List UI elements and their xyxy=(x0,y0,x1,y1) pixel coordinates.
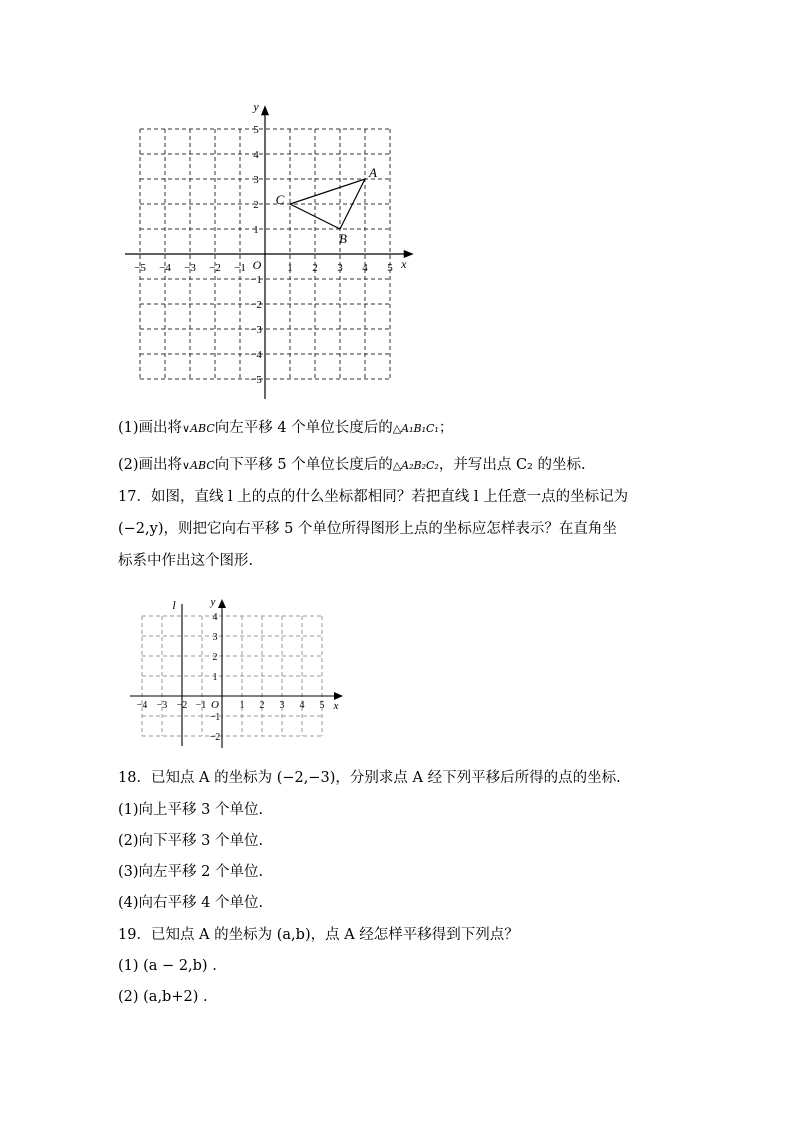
point-label-c: C xyxy=(275,192,285,207)
triangle-symbol: ∨ABC xyxy=(182,459,215,472)
origin-label: O xyxy=(211,699,219,711)
x-tick-label: −2 xyxy=(209,262,221,274)
text: ； xyxy=(438,420,454,436)
q17-line3: 标系中作出这个图形. xyxy=(118,553,254,569)
part-number: (2) xyxy=(118,457,139,473)
y-tick-label: 3 xyxy=(253,174,259,186)
y-tick-label: 1 xyxy=(253,224,259,236)
y-axis-label: y xyxy=(253,99,259,114)
text: 向下平移 5 个单位长度后的 xyxy=(214,457,393,473)
x-tick-label: −1 xyxy=(195,700,207,711)
point-label-a: A xyxy=(369,165,377,180)
y-axis-label: y xyxy=(210,596,216,608)
x-tick-label: 4 xyxy=(362,262,368,274)
y-tick-label: −3 xyxy=(250,324,262,336)
point-label-b: B xyxy=(339,231,347,246)
q16-part2 xyxy=(118,455,586,476)
q16-part1 xyxy=(118,418,453,439)
y-tick-label: 4 xyxy=(212,612,218,623)
text: 向左平移 4 个单位长度后的 xyxy=(214,420,393,436)
q17-line1: 17．如图，直线 l 上的点的什么坐标都相同？若把直线 l 上任意一点的坐标记为 xyxy=(118,489,629,505)
x-tick-label: 4 xyxy=(299,700,305,711)
y-tick-label: −1 xyxy=(250,274,262,286)
y-axis-arrow xyxy=(218,599,226,608)
text: 画出将 xyxy=(138,457,183,473)
q19-stem: 19．已知点 A 的坐标为 (a,b)，点 A 经怎样平移得到下列点？ xyxy=(118,927,519,943)
triangle-symbol: △A₁B₁C₁ xyxy=(392,422,439,435)
y-axis-arrow xyxy=(261,105,269,115)
triangle-symbol: △A₂B₂C₂ xyxy=(392,459,439,472)
y-tick-label: −5 xyxy=(250,374,262,386)
x-axis-arrow xyxy=(334,692,343,700)
text: 画出将 xyxy=(138,420,183,436)
q18-stem: 18．已知点 A 的坐标为 (−2,−3)，分别求点 A 经下列平移后所得的点的坐标. xyxy=(118,770,621,786)
coordinate-grid-2 xyxy=(125,590,350,750)
y-tick-label: 2 xyxy=(253,199,259,211)
y-tick-label: 3 xyxy=(212,632,218,643)
part-number: (1) xyxy=(118,420,139,436)
y-tick-label: −2 xyxy=(250,299,262,311)
x-tick-label: 2 xyxy=(259,700,265,711)
line-l-label: l xyxy=(172,598,176,612)
x-axis-label: x xyxy=(333,700,339,712)
x-tick-label: 3 xyxy=(337,262,343,274)
q18-item-3: (3)向左平移 2 个单位. xyxy=(118,864,264,880)
x-tick-label: 5 xyxy=(387,262,393,274)
x-tick-label: 1 xyxy=(239,700,245,711)
x-tick-label: −2 xyxy=(176,700,188,711)
y-tick-label: −2 xyxy=(209,732,221,743)
y-tick-label: 4 xyxy=(253,149,259,161)
x-tick-label: −3 xyxy=(184,262,196,274)
y-tick-label: −4 xyxy=(250,349,262,361)
x-tick-label: 1 xyxy=(287,262,293,274)
x-tick-label: 2 xyxy=(312,262,318,274)
x-tick-label: −3 xyxy=(156,700,168,711)
x-tick-label: 3 xyxy=(279,700,285,711)
y-tick-label: 2 xyxy=(212,652,218,663)
x-tick-label: −5 xyxy=(134,262,146,274)
x-tick-label: −4 xyxy=(159,262,171,274)
q19-item-2: (2) (a,b+2) . xyxy=(118,989,208,1005)
q19-item-1: (1) (a − 2,b) . xyxy=(118,958,217,974)
x-tick-label: −1 xyxy=(234,262,246,274)
origin-label: O xyxy=(252,258,262,272)
triangle-symbol: ∨ABC xyxy=(182,422,215,435)
q17-line2: (−2,y)，则把它向右平移 5 个单位所得图形上点的坐标应怎样表示？在直角坐 xyxy=(118,521,617,537)
q18-item-2: (2)向下平移 3 个单位. xyxy=(118,833,264,849)
x-tick-label: −4 xyxy=(136,700,148,711)
q18-item-4: (4)向右平移 4 个单位. xyxy=(118,895,264,911)
x-tick-label: 5 xyxy=(319,700,325,711)
y-tick-label: −1 xyxy=(209,712,221,723)
q18-item-1: (1)向上平移 3 个单位. xyxy=(118,802,264,818)
y-tick-label: 1 xyxy=(212,672,218,683)
x-axis-label: x xyxy=(401,257,407,271)
coordinate-grid-1 xyxy=(110,95,420,405)
y-tick-label: 5 xyxy=(253,124,259,136)
text: ，并写出点 C₂ 的坐标. xyxy=(438,457,586,473)
